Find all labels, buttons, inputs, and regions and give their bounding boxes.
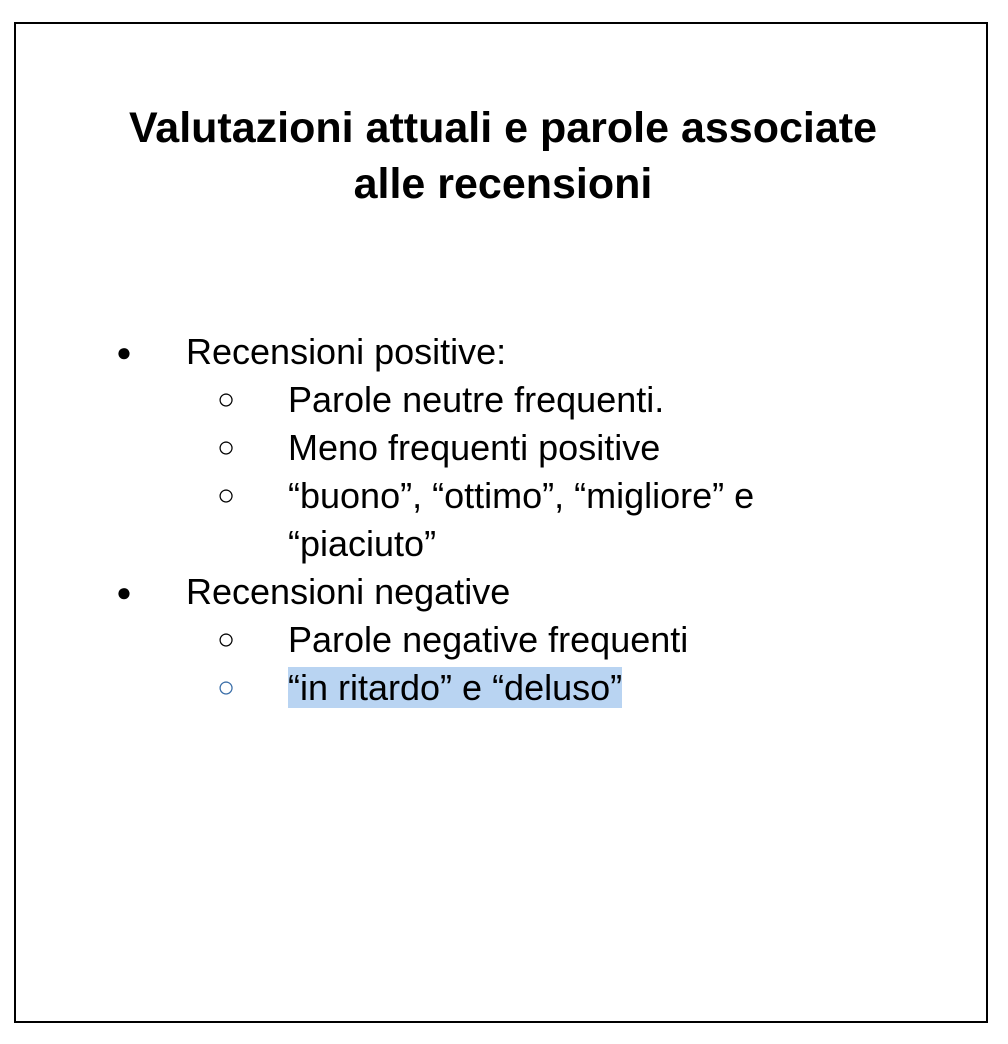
sub-bullet-item xyxy=(16,376,990,424)
bullet-marker: ● xyxy=(116,577,132,607)
sub-bullet-label: “buono”, “ottimo”, “migliore” e xyxy=(288,475,755,516)
sub-bullet-label-continuation: “piaciuto” xyxy=(288,523,437,564)
slide-title-line-2: alle recensioni xyxy=(353,160,653,208)
sub-bullet-label: Parole negative frequenti xyxy=(288,619,689,660)
bullet-label: Recensioni negative xyxy=(186,571,511,612)
sub-bullet-marker: ○ xyxy=(216,383,236,416)
sub-bullet-item xyxy=(16,472,990,520)
bullet-label: Recensioni positive: xyxy=(186,331,507,372)
bullet-item-positive xyxy=(16,328,990,376)
bullet-item-negative xyxy=(16,568,990,616)
selected-text[interactable]: “in ritardo” e “deluso” xyxy=(288,667,623,708)
sub-bullet-label: Parole neutre frequenti. xyxy=(288,379,665,420)
sub-bullet-item xyxy=(16,424,990,472)
sub-bullet-marker: ○ xyxy=(216,623,236,656)
slide-title-line-1: Valutazioni attuali e parole associate xyxy=(129,104,877,152)
bullet-list xyxy=(16,328,990,712)
sub-bullet-marker: ○ xyxy=(216,479,236,512)
sub-bullet-item xyxy=(16,616,990,664)
sub-bullet-marker: ○ xyxy=(216,671,236,704)
sub-bullet-item-continuation xyxy=(16,520,990,568)
sub-bullet-marker: ○ xyxy=(216,431,236,464)
sub-bullet-label: Meno frequenti positive xyxy=(288,427,661,468)
slide-title xyxy=(16,100,990,212)
slide-canvas xyxy=(14,22,988,1023)
bullet-marker: ● xyxy=(116,337,132,367)
sub-bullet-item-selected[interactable] xyxy=(16,664,990,712)
